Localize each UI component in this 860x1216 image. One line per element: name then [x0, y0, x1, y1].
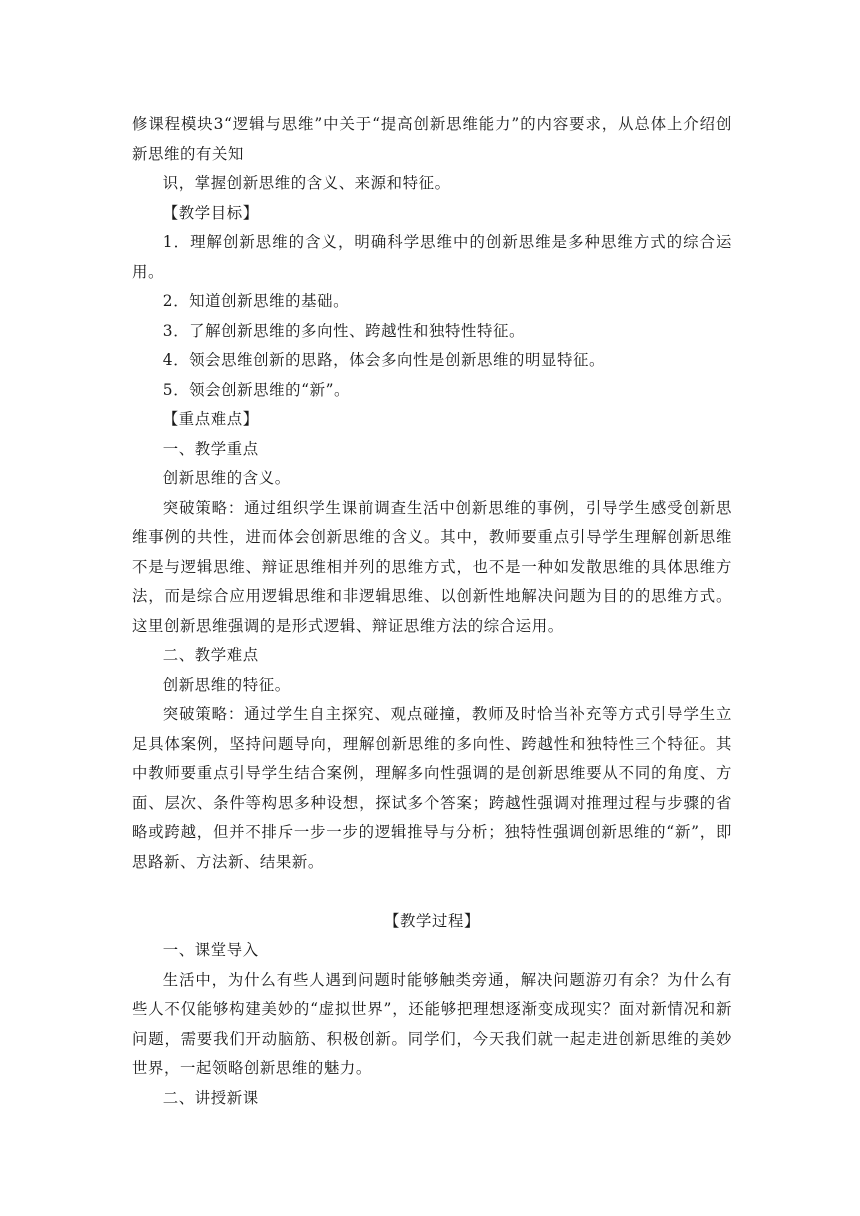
intro-line-2: 识，掌握创新思维的含义、来源和特征。	[162, 174, 451, 192]
objective-item-5: 5．领会创新思维的“新”。	[162, 380, 351, 399]
objective-item-2: 2．知道创新思维的基础。	[162, 292, 350, 310]
section-spacer	[132, 877, 732, 907]
objective-item-1: 1．理解创新思维的含义，明确科学思维中的创新思维是多种思维方式的综合运用。	[132, 233, 732, 281]
objective-item-3: 3．了解创新思维的多向性、跨越性和独特性特征。	[162, 321, 525, 340]
new-lesson-heading: 二、讲授新课	[162, 1088, 259, 1107]
intro-line-1: 修课程模块3“逻辑与思维”中关于“提高创新思维能力”的内容要求，从总体上介绍创新思维的有关知	[132, 115, 732, 163]
difficulty-text: 创新思维的特征。	[162, 675, 291, 694]
focus-text: 创新思维的含义。	[162, 469, 291, 487]
keypoints-heading: 【重点难点】	[162, 410, 259, 428]
difficulty-strategy-paragraph: 突破策略：通过学生自主探究、观点碰撞，教师及时恰当补充等方式引导学生立足具体案例，坚持问题导向，理解创新思维的多向性、跨越性和独特性三个特征。其中教师要重点引导学生结合案例，理解多向性强调的是创新思维要从不同的角度、方面、层次、条件等构思多种设想，探试多个答案；跨越性强调对推理过程与步骤的省略或跨越，但并不排斥一步一步的逻辑推导与分析；独特性强调创新思维的“新”，即思路新、方法新、结果新。	[132, 705, 732, 871]
process-heading: 【教学过程】	[384, 911, 480, 930]
objective-item-4: 4．领会思维创新的思路，体会多向性是创新思维的明显特征。	[162, 351, 605, 369]
focus-heading: 一、教学重点	[162, 439, 259, 458]
document-body	[132, 110, 732, 1113]
intro-section-paragraph: 生活中，为什么有些人遇到问题时能够触类旁通，解决问题游刃有余？为什么有些人不仅能够构建美妙的“虚拟世界”，还能够把理想逐渐变成现实？面对新情况和新问题，需要我们开动脑筋、积极创新。同学们，今天我们就一起走进创新思维的美妙世界，一起领略创新思维的魅力。	[132, 970, 732, 1077]
difficulty-heading: 二、教学难点	[162, 646, 259, 664]
focus-strategy-paragraph: 突破策略：通过组织学生课前调查生活中创新思维的事例，引导学生感受创新思维事例的共性，进而体会创新思维的含义。其中，教师要重点引导学生理解创新思维不是与逻辑思维、辩证思维相并列的思维方式，也不是一种如发散思维的具体思维方法，而是综合应用逻辑思维和非逻辑思维、以创新性地解决问题为目的的思维方式。这里创新思维强调的是形式逻辑、辩证思维方法的综合运用。	[132, 498, 732, 635]
objectives-heading: 【教学目标】	[162, 203, 259, 222]
intro-section-heading: 一、课堂导入	[162, 941, 259, 959]
